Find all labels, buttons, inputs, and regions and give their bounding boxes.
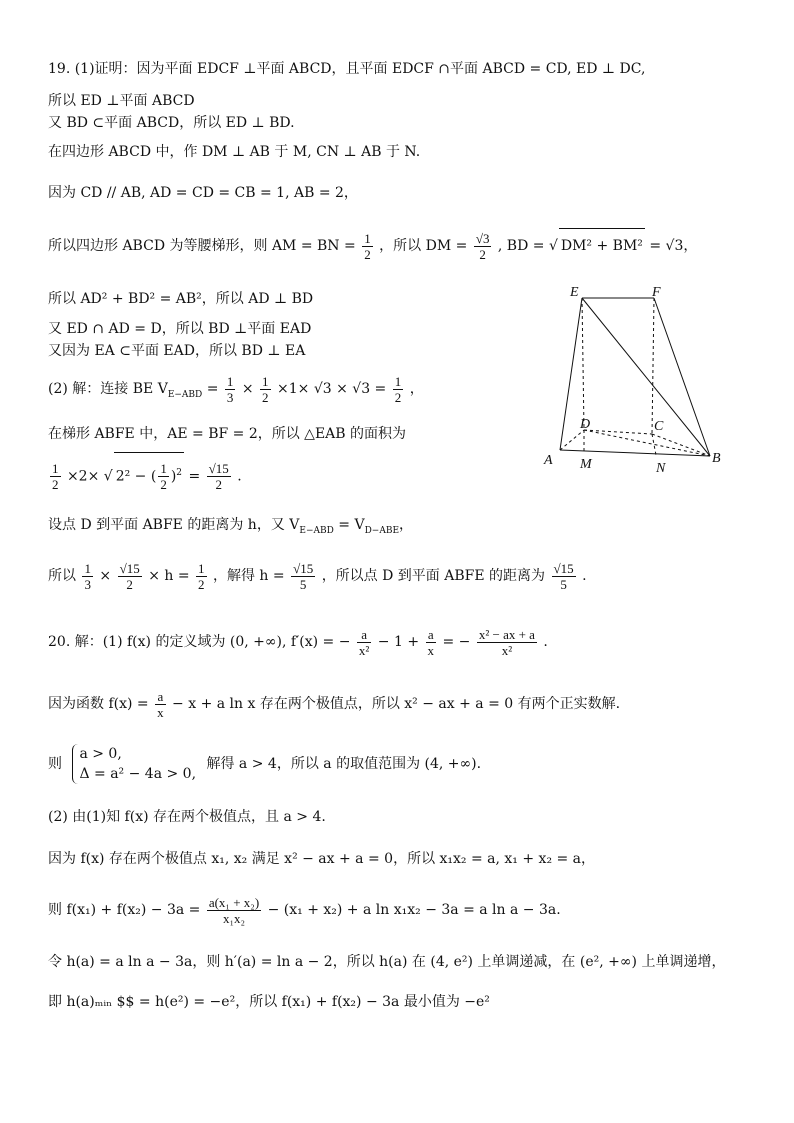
frac-half: $\frac{1}{2}$ bbox=[364, 230, 371, 262]
edge-AD bbox=[560, 430, 584, 450]
p19-l6a: 所以四边形 ABCD 为等腰梯形，则 AM = BN = bbox=[48, 238, 356, 254]
p19-l6b: ，所以 DM = bbox=[379, 238, 468, 254]
frac-root15-over-2: $\frac{√15}{2}$ bbox=[208, 461, 229, 493]
p19-line1: 19. (1)证明：因为平面 EDCF ⊥平面 ABCD，且平面 EDCF ∩平面 ABCD = CD, ED ⊥ DC, bbox=[48, 61, 646, 77]
p19-line14: 所以 $\frac{1}{3}$ × $\frac{√15}{2}$ × h = $\frac{1}{2}$ ，解得 h = $\frac{√15}{5}$ ，所以点 D 到平面 ABFE 的距离为 $\frac{√15}{5}$ . bbox=[48, 560, 587, 592]
label-F: F bbox=[652, 285, 661, 300]
p20-line4: (2) 由(1)知 f(x) 存在两个极值点，且 a > 4. bbox=[48, 809, 326, 825]
edge-AB bbox=[560, 450, 710, 456]
edge-EB bbox=[582, 298, 710, 456]
frac-third: $\frac{1}{3}$ bbox=[226, 373, 234, 405]
p20-line3: 则 a > 0, Δ = a² − 4a > 0, 解得 a > 4，所以 a 的取值范围为 (4, +∞). bbox=[48, 746, 482, 782]
edge-DC bbox=[584, 430, 652, 434]
p19-line13: 设点 D 到平面 ABFE 的距离为 h，又 $V_{E-ABD} = V_{D-ABE}$， bbox=[48, 517, 414, 536]
label-D: D bbox=[580, 417, 591, 432]
p19-line2: 所以 ED ⊥平面 ABCD bbox=[48, 93, 195, 109]
condition-system: a > 0, Δ = a² − 4a > 0, bbox=[72, 744, 196, 784]
p19-l6e: = √3， bbox=[649, 238, 698, 254]
p19-l6c: , BD = bbox=[497, 238, 545, 254]
edge-EA bbox=[560, 298, 582, 450]
p19-line10: (2) 解：连接 BE $V_{E-ABD}$ = $\frac{1}{3}$ × $\frac{1}{2}$ ×1× √3 × √3 = $\frac{1}{2}$ ， bbox=[48, 373, 424, 405]
label-A: A bbox=[544, 453, 553, 468]
p20-line8: 即 h(a)ₘᵢₙ $$ = h(e²) = −e²，所以 f(x₁) + f(x₂) − 3a 最小值为 −e² bbox=[48, 994, 490, 1010]
p20-line2: 因为函数 f(x) = $\frac{a}{x}$ − x + a ln x 存在两个极值点，所以 x² − ax + a = 0 有两个正实数解. bbox=[48, 688, 621, 720]
label-E: E bbox=[570, 285, 579, 300]
label-B: B bbox=[712, 451, 721, 466]
p20-line6: 则 f(x₁) + f(x₂) − 3a = $\frac{\text{a(x₁ + x₂)}}{\text{x₁x₂}}$ − (x₁ + x₂) + a ln x₁x₂ − 3a = a ln a − 3a. bbox=[48, 894, 561, 926]
label-M: M bbox=[580, 457, 592, 472]
label-N: N bbox=[656, 461, 666, 476]
frac-root3-over-2: $\frac{√3}{2}$ bbox=[475, 230, 490, 262]
p19-line12: $\frac{1}{2}$ ×2× √ 2² − ( $\frac{1}{2}$ )$^2$ = $\frac{√15}{2}$ . bbox=[48, 452, 242, 497]
trapezoid-prism-figure bbox=[536, 280, 736, 480]
label-C: C bbox=[654, 419, 664, 434]
p19-line11: 在梯形 ABFE 中，AE = BF = 2，所以 △EAB 的面积为 bbox=[48, 426, 407, 442]
p19-line9: 又因为 EA ⊂平面 EAD，所以 BD ⊥ EA bbox=[48, 343, 306, 359]
sqrt-dm-bm: DM² + BM² bbox=[559, 228, 645, 263]
frac-half-2: $\frac{1}{2}$ bbox=[262, 373, 269, 405]
p19-line7: 所以 AD² + BD² = AB²，所以 AD ⊥ BD bbox=[48, 291, 314, 307]
frac-half-3: $\frac{1}{2}$ bbox=[394, 373, 402, 405]
p19-line8: 又 ED ∩ AD = D，所以 BD ⊥平面 EAD bbox=[48, 321, 312, 337]
p19-line6: 所以四边形 ABCD 为等腰梯形，则 AM = BN = $\frac{1}{2}$ ，所以 DM = $\frac{√3}{2}$ , BD = √ DM² + BM² = √3， bbox=[48, 228, 697, 263]
p19-line4: 在四边形 ABCD 中，作 DM ⊥ AB 于 M, CN ⊥ AB 于 N. bbox=[48, 144, 421, 160]
p20-line5: 因为 f(x) 存在两个极值点 x₁, x₂ 满足 x² − ax + a = 0，所以 x₁x₂ = a, x₁ + x₂ = a， bbox=[48, 851, 596, 867]
p19-line3: 又 BD ⊂平面 ABCD，所以 ED ⊥ BD. bbox=[48, 115, 295, 131]
edge-ED bbox=[582, 298, 584, 430]
p20-line1: 20. 解：(1) f(x) 的定义域为 (0, +∞), f′(x) = − $\frac{a}{\text{x²}}$ − 1 + $\frac{a}{x}$ = − $\frac{\text{x² − ax + a}}{\text{x²}}$ . bbox=[48, 626, 548, 658]
p20-line7: 令 h(a) = a ln a − 3a，则 h′(a) = ln a − 2，所以 h(a) 在 (4, e²) 上单调递减，在 (e², +∞) 上单调递增， bbox=[48, 954, 726, 970]
edge-FC bbox=[652, 298, 654, 434]
p19-line5: 因为 CD // AB, AD = CD = CB = 1, AB = 2， bbox=[48, 185, 358, 201]
